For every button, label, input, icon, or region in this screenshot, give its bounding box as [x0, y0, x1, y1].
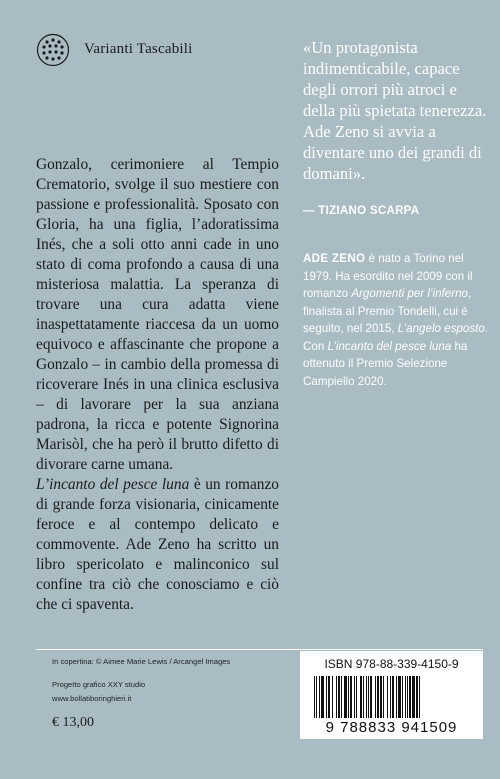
blurb-paragraph: Gonzalo, cerimoniere al Tempio Crematorio, svolge il suo mestiere con passione e professionalità. Sposato con Gloria, ha una figlia, l’adoratissima Inés, che a soli otto anni cade in uno stato di coma profondo a causa di una misteriosa malattia. La speranza di trovare una cura adatta viene inaspettatamente riaccesa da un uomo equivoco e affascinante che propone a Gonzalo – in cambio della promessa di ricoverare Inés in una clinica esclusiva – di lavorare per la sua anziana padrona, la ricca e potente Signorina Marisòl, che ha però il brutto difetto di divorare carne umana.: [36, 156, 279, 473]
series-name: Varianti Tascabili: [84, 41, 193, 57]
barcode-icon: [312, 676, 471, 718]
isbn: ISBN 978-88-339-4150-9: [324, 657, 459, 671]
cover-credit: In copertina: © Aimee Marie Lewis / Arcangel Images: [52, 657, 231, 666]
book-title: Argomenti per l’inferno: [351, 287, 468, 300]
author-bio: [303, 250, 495, 390]
back-cover-blurb: [36, 155, 279, 615]
bio-text: , finalista al Premio Tondelli, cui è seguito, nel 2015,: [303, 287, 472, 335]
bio-text: è nato a Torino nel 1979. Ha esordito nel 2009 con il romanzo: [303, 252, 473, 300]
book-title: L’angelo esposto: [397, 322, 485, 335]
book-title: L’incanto del pesce luna: [36, 476, 190, 493]
bio-text: . Con: [303, 322, 489, 353]
quote-author: — TIZIANO SCARPA: [303, 205, 420, 217]
bio-text: ha ottenuto il Premio Selezione Campiello 2020.: [303, 339, 468, 388]
ean-number: 9 788833 941509: [325, 719, 458, 736]
barcode-panel: [300, 651, 483, 739]
author-name: ADE ZENO: [303, 252, 366, 265]
price: € 13,00: [52, 715, 94, 730]
blurb-paragraph: [36, 475, 279, 615]
globe-seal-icon: [36, 33, 70, 67]
publisher-website: www.bollatiboringhieri.it: [52, 694, 132, 703]
blurb-text: è un romanzo di grande forza visionaria, cinicamente feroce e al contempo delicato e commovente. Ade Zeno ha scritto un libro spericolato e malinconico sul confine tra ciò che conosciamo e ciò che ci spaventa.: [36, 476, 279, 613]
design-credit: Progetto grafico XXY studio: [52, 680, 146, 689]
review-quote: «Un protagonista indimenticabile, capace degli orrori più atroci e della più spietata tenerezza. Ade Zeno si avvia a diventare uno dei grandi di domani».: [303, 38, 487, 183]
book-title: L’incanto del pesce luna: [327, 339, 452, 353]
divider: [36, 649, 483, 650]
